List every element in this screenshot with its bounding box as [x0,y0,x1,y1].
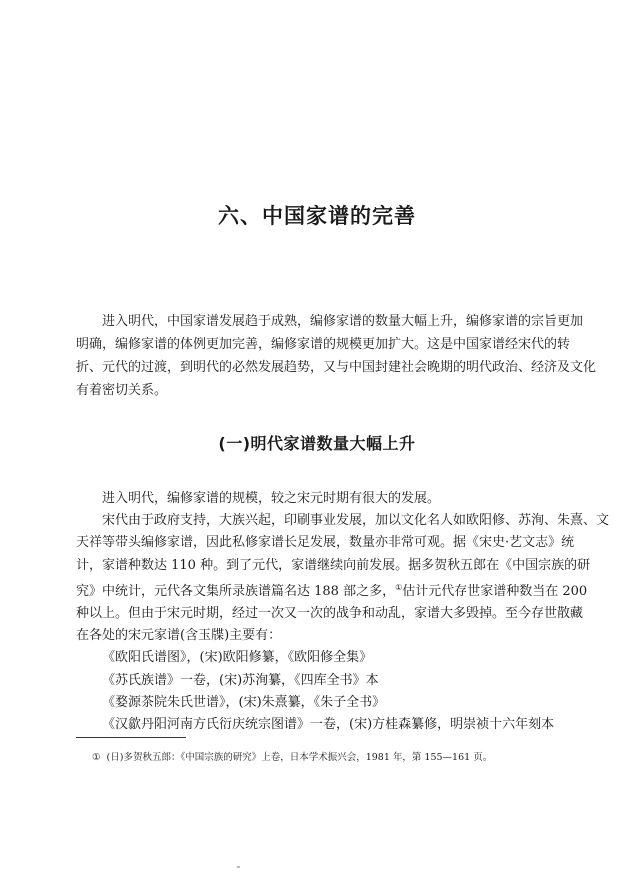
intro-line: 折、元代的过渡，到明代的必然发展趋势，又与中国封建社会晚期的明代政治、经济及文化 [76,360,597,375]
section-body [76,488,610,736]
section-title: (一)明代家谱数量大幅上升 [218,434,416,453]
footnote [92,751,582,765]
intro-line: 有着密切关系。 [76,383,168,398]
body-line: 种以上。但由于宋元时期，经过一次又一次的战争和动乱，家谱大多毁掉。至今存世散藏 [76,606,584,622]
footnote-divider [76,737,186,738]
footnote-reference[interactable]: ① [395,582,403,592]
book-list-item: 《欧阳氏谱图》，(宋)欧阳修纂，《欧阳修全集》 [102,650,373,666]
intro-line: 明确，编修家谱的体例更加完善，编修家谱的规模更加扩大。这是中国家谱经宋代的转 [76,337,571,352]
intro-paragraph [76,310,597,402]
body-line [76,577,588,603]
intro-line: 进入明代，中国家谱发展趋于成熟，编修家谱的数量大幅上升，编修家谱的宗旨更加 [102,314,584,329]
body-line-part: 估计元代存世家谱种数当在 200 [402,583,588,599]
footnote-text: (日)多贺秋五郎：《中国宗族的研究》上卷，日本学术振兴会，1981 年，第 155—161 页。 [106,752,493,763]
book-list-item: 《婺源茶院朱氏世谱》，(宋)朱熹纂，《朱子全书》 [102,694,386,710]
body-line-part: 究》中统计，元代各文集所录族谱篇名达 188 部之多， [76,583,396,599]
chapter-title: 六、中国家谱的完善 [218,204,416,228]
body-line: 在各处的宋元家谱(含玉牒)主要有： [76,628,282,644]
book-list-item: 《苏氏族谱》一卷，(宋)苏洵纂，《四库全书》本 [102,672,379,688]
body-line: 宋代由于政府支持，大族兴起，印刷事业发展，加以文化名人如欧阳修、苏洵、朱熹、文 [102,513,610,529]
footnote-mark: ① [92,752,101,763]
body-line: 计，家谱种数达 110 种。到了元代，家谱继续向前发展。据多贺秋五郎在《中国宗族的研 [76,557,591,573]
page-speck [237,866,240,868]
body-line: 进入明代，编修家谱的规模，较之宋元时期有很大的发展。 [102,491,441,506]
body-line: 天祥等带头编修家谱，因此私修家谱长足发展，数量亦非常可观。据《宋史·艺文志》统 [76,535,575,551]
book-list-item: 《汉歙丹阳河南方氏衍庆统宗图谱》一卷，(宋)方桂森纂修，明崇祯十六年刻本 [102,717,555,733]
